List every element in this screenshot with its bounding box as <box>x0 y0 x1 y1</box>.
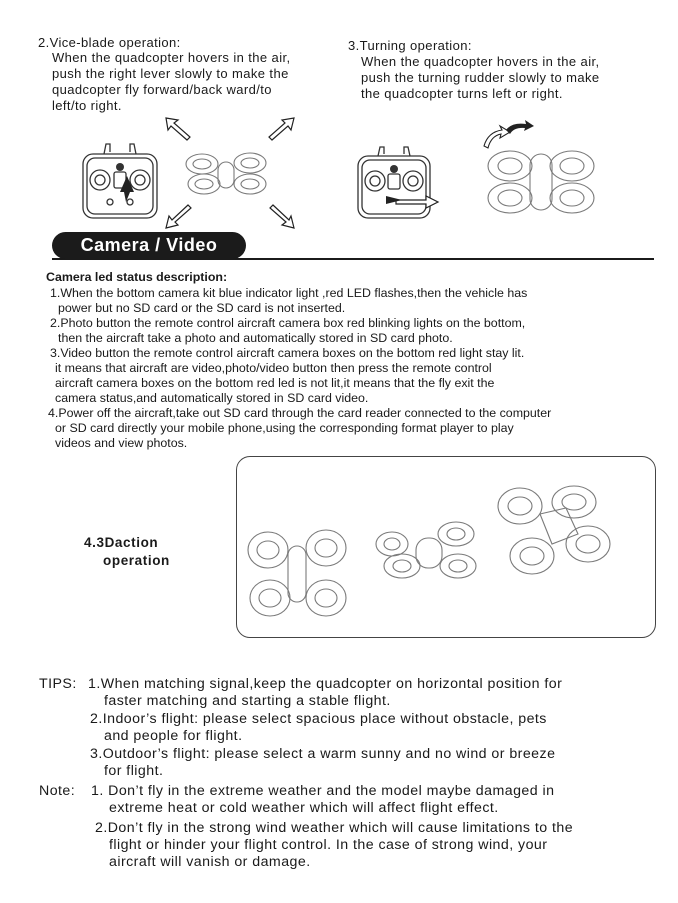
tips-line: for flight. <box>104 763 164 779</box>
action-title: 4.3Daction <box>84 535 159 550</box>
action-title: operation <box>103 553 170 568</box>
turning-line: the quadcopter turns left or right. <box>361 86 563 101</box>
vice-blade-line: left/to right. <box>52 98 122 113</box>
note-line: 2.Don’t fly in the strong wind weather which will cause limitations to the <box>95 820 574 836</box>
camera-line: 2.Photo button the remote control aircraft camera box red blinking lights on the bottom, <box>50 316 526 330</box>
quadcopter-icon <box>374 520 478 582</box>
note-line: flight or hinder your flight control. In the case of strong wind, your <box>109 837 548 853</box>
tips-line: 3.Outdoor’s flight: please select a warm sunny and no wind or breeze <box>90 746 556 762</box>
remote-controller-icon <box>356 144 446 224</box>
turning-line: When the quadcopter hovers in the air, <box>361 54 600 69</box>
camera-video-banner: Camera / Video <box>52 232 246 259</box>
camera-line: 1.When the bottom camera kit blue indicator light ,red LED flashes,then the vehicle has <box>50 286 528 300</box>
vice-blade-line: push the right lever slowly to make the <box>52 66 289 81</box>
tips-line: faster matching and starting a stable flight. <box>104 693 391 709</box>
camera-line: camera status,and automatically stored in SD card video. <box>55 391 369 405</box>
camera-line: videos and view photos. <box>55 436 188 450</box>
tips-line: 1.When matching signal,keep the quadcopter on horizontal position for <box>88 676 563 692</box>
note-label: Note: <box>39 783 76 799</box>
camera-line: aircraft camera boxes on the bottom red led is not lit,it means that the fly exit the <box>55 376 495 390</box>
vice-blade-heading: 2.Vice-blade operation: <box>38 35 181 50</box>
direction-arrow-icon <box>160 112 300 234</box>
tips-line: 2.Indoor’s flight: please select spacious place without obstacle, pets <box>90 711 547 727</box>
camera-status-heading: Camera led status description: <box>46 270 228 284</box>
remote-controller-icon <box>80 140 160 224</box>
tips-label: TIPS: <box>39 676 77 692</box>
camera-line: or SD card directly your mobile phone,using the corresponding format player to play <box>55 421 514 435</box>
camera-line: power but no SD card or the SD card is not inserted. <box>58 301 346 315</box>
quadcopter-icon <box>246 528 350 620</box>
camera-line: then the aircraft take a photo and automatically stored in SD card photo. <box>58 331 453 345</box>
camera-line: 3.Video button the remote control aircraft camera boxes on the bottom red light stay lit. <box>50 346 525 360</box>
camera-line: 4.Power off the aircraft,take out SD card through the card reader connected to the computer <box>48 406 552 420</box>
note-line: aircraft will vanish or damage. <box>109 854 311 870</box>
tips-line: and people for flight. <box>104 728 243 744</box>
turning-line: push the turning rudder slowly to make <box>361 70 600 85</box>
quadcopter-icon <box>496 484 614 580</box>
note-line: 1. Don’t fly in the extreme weather and the model maybe damaged in <box>91 783 555 799</box>
turning-heading: 3.Turning operation: <box>348 38 472 53</box>
quadcopter-icon <box>484 144 598 220</box>
vice-blade-line: When the quadcopter hovers in the air, <box>52 50 291 65</box>
note-line: extreme heat or cold weather which will affect flight effect. <box>109 800 499 816</box>
camera-line: it means that aircraft are video,photo/video button then press the remote control <box>55 361 492 375</box>
vice-blade-line: quadcopter fly forward/back ward/to <box>52 82 272 97</box>
